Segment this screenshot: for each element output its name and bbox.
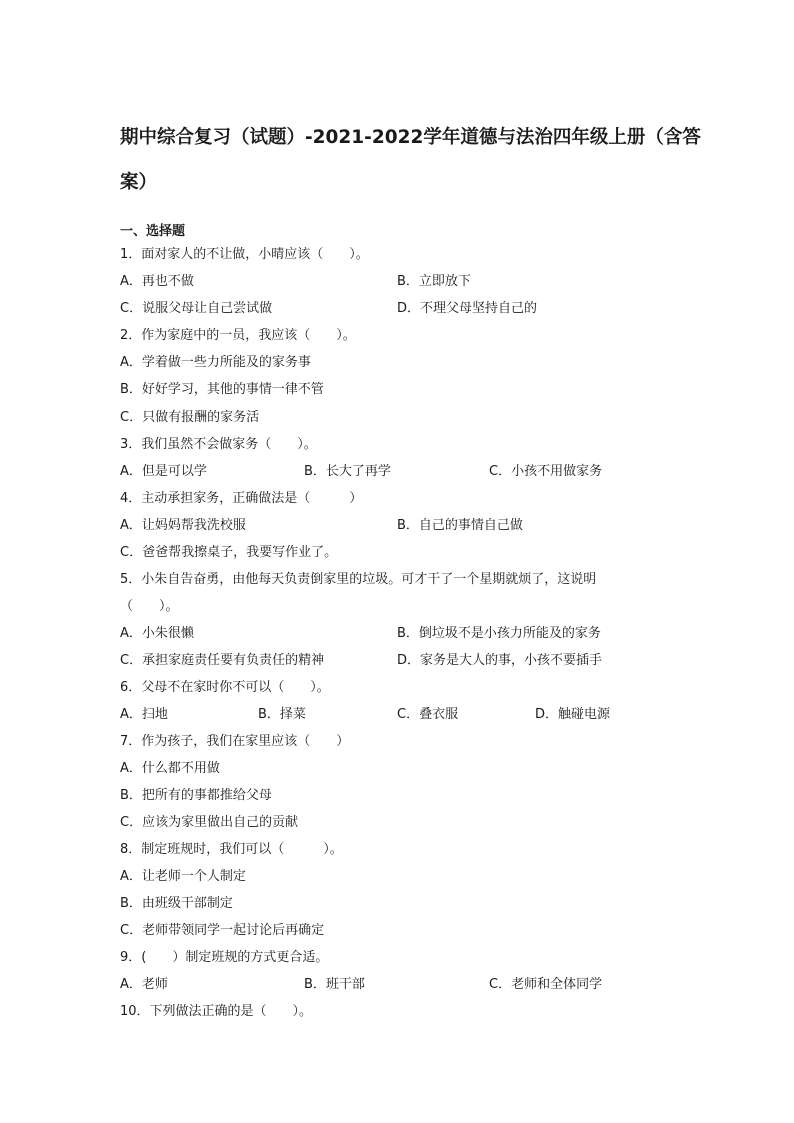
question-2-option-c: C．只做有报酬的家务活 (120, 410, 260, 425)
question-6-option-c: C．叠衣服 (397, 707, 459, 722)
question-1-stem: 1．面对家人的不让做，小晴应该（ ）。 (120, 247, 369, 262)
question-8-option-b: B．由班级干部制定 (120, 896, 233, 911)
question-6-option-b: B．择菜 (258, 707, 306, 722)
question-8-option-a: A．让老师一个人制定 (120, 869, 246, 884)
question-8-option-c: C．老师带领同学一起讨论后再确定 (120, 923, 325, 938)
question-3-option-a: A．但是可以学 (120, 464, 207, 479)
question-5-option-d: D．家务是大人的事，小孩不要插手 (397, 653, 603, 668)
question-5-stem: 5．小朱自告奋勇，由他每天负责倒家里的垃圾。可才干了一个星期就烦了，这说明 (120, 572, 597, 587)
question-8-stem: 8．制定班规时，我们可以（ ）。 (120, 842, 343, 857)
question-5-option-a: A．小朱很懒 (120, 626, 194, 641)
question-1-option-d: D．不理父母坚持自己的 (397, 301, 538, 316)
question-10-stem: 10．下列做法正确的是（ ）。 (120, 1004, 313, 1019)
question-2-option-a: A．学着做一些力所能及的家务事 (120, 355, 311, 370)
question-9-option-b: B．班干部 (304, 977, 365, 992)
question-4-stem: 4．主动承担家务，正确做法是（ ） (120, 491, 363, 506)
question-1-option-a: A．再也不做 (120, 274, 194, 289)
title-line-2: 案） (120, 172, 158, 193)
question-7-option-b: B．把所有的事都推给父母 (120, 788, 272, 803)
question-9-option-c: C．老师和全体同学 (489, 977, 603, 992)
question-6-stem: 6．父母不在家时你不可以（ ）。 (120, 680, 330, 695)
question-3-option-b: B．长大了再学 (304, 464, 391, 479)
question-4-option-b: B．自己的事情自己做 (397, 518, 523, 533)
question-4-option-c: C．爸爸帮我擦桌子，我要写作业了。 (120, 545, 338, 560)
question-4-option-a: A．让妈妈帮我洗校服 (120, 518, 246, 533)
question-2-stem: 2．作为家庭中的一员，我应该（ ）。 (120, 328, 356, 343)
question-7-stem: 7．作为孩子，我们在家里应该（ ） (120, 734, 350, 749)
title-line-1: 期中综合复习（试题）-2021-2022学年道德与法治四年级上册（含答 (120, 127, 701, 148)
question-2-option-b: B．好好学习，其他的事情一律不管 (120, 382, 324, 397)
question-6-option-d: D．触碰电源 (535, 707, 611, 722)
question-3-stem: 3．我们虽然不会做家务（ ）。 (120, 437, 317, 452)
section-heading: 一、选择题 (120, 224, 186, 239)
question-7-option-a: A．什么都不用做 (120, 761, 220, 776)
question-1-option-b: B．立即放下 (397, 274, 471, 289)
question-7-option-c: C．应该为家里做出自己的贡献 (120, 815, 299, 830)
question-9-stem: 9．( ）制定班规的方式更合适。 (120, 950, 329, 965)
question-6-option-a: A．扫地 (120, 707, 168, 722)
question-5-option-c: C．承担家庭责任要有负责任的精神 (120, 653, 325, 668)
question-5-stem-continued: （ ）。 (120, 599, 179, 614)
question-3-option-c: C．小孩不用做家务 (489, 464, 603, 479)
question-1-option-c: C．说服父母让自己尝试做 (120, 301, 273, 316)
question-9-option-a: A．老师 (120, 977, 168, 992)
question-5-option-b: B．倒垃圾不是小孩力所能及的家务 (397, 626, 601, 641)
